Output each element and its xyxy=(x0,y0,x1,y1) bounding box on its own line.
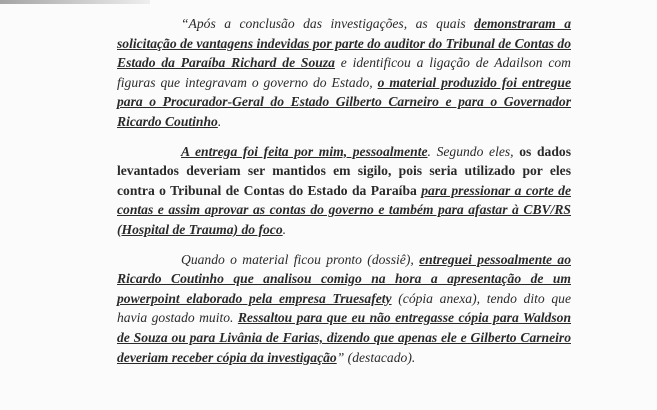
quoted-testimony xyxy=(117,14,571,377)
body-text: . xyxy=(217,113,222,129)
body-text: e identificou a ligação de Adailson com figuras que integravam o governo do Estado, xyxy=(117,55,571,90)
scan-edge-smudge xyxy=(0,0,150,4)
body-text: “Após a conclusão das investigações, as quais xyxy=(181,16,475,31)
highlighted-text: Ressaltou para que eu não entregasse cópia para Waldson de Souza ou para Livânia de Farias, dizendo que apenas ele e Gilberto Carneiro deveriam receber cópia da investigação xyxy=(117,310,572,365)
highlighted-text: A entrega foi feita por mim, pessoalmente xyxy=(181,143,428,159)
paragraph-3 xyxy=(117,250,571,368)
body-text: . xyxy=(282,221,287,237)
highlighted-text: para pressionar a corte de contas e assim aprovar as contas do governo e também para afastar à CBV/RS (Hospital de Trauma) do foco xyxy=(117,182,571,237)
paragraph-1 xyxy=(117,14,571,132)
bold-text: os dados levantados deveriam ser mantidos em sigilo, pois seria utilizado por eles contra o Tribunal de Contas do Estado da Paraíba xyxy=(117,143,571,198)
highlighted-text: demonstraram a solicitação de vantagens indevidas por parte do auditor do Tribunal de Contas do Estado da Paraíba Richard de Souza xyxy=(117,16,571,71)
body-text: ” (destacado). xyxy=(336,349,416,365)
highlighted-text: entreguei pessoalmente ao Ricardo Coutinho que analisou comigo na hora a apresentação de um powerpoint elaborado pela empresa Truesafety xyxy=(117,251,571,306)
body-text: . Segundo eles, xyxy=(427,143,520,159)
highlighted-text: o material produzido foi entregue para o Procurador-Geral do Estado Gilberto Carneiro e para o Governador Ricardo Coutinho xyxy=(117,74,571,129)
paragraph-2 xyxy=(117,142,571,240)
body-text: (cópia anexa), tendo dito que havia gostado muito. xyxy=(117,290,571,326)
body-text: Quando o material ficou pronto (dossiê), xyxy=(181,251,420,267)
